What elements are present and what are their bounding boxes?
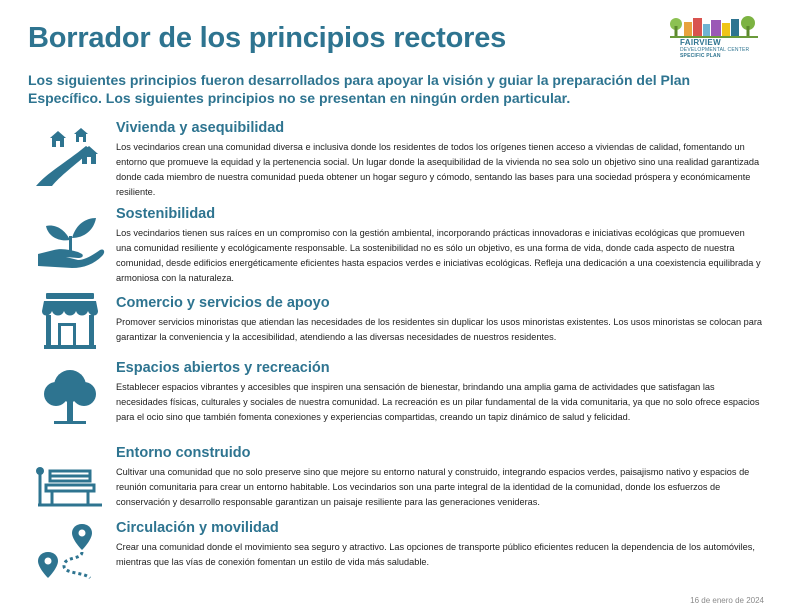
logo-plan: SPECIFIC PLAN [680, 53, 721, 59]
logo-name: FAIRVIEW [680, 38, 721, 47]
section-title: Vivienda y asequibilidad [116, 120, 285, 136]
section-text: Promover servicios minoristas que atiendan las necesidades de los residentes sin duplicar los usos minoristas existentes. Los usos minoristas se colocan para garantizar la conveniencia y la accesibilidad, atendiendo a las diversas necesidades de nuestros residentes. [116, 317, 762, 342]
route-pins-icon [34, 522, 106, 582]
section-text: Crear una comunidad donde el movimiento sea seguro y atractivo. Las opciones de transporte público eficientes reducen la dependencia de los automóviles, mientras que las vías de conexión fomentan un estilo de vida más saludable. [116, 542, 755, 567]
section-title: Sostenibilidad [116, 206, 216, 222]
fairview-logo [668, 14, 760, 66]
section-text: Cultivar una comunidad que no solo preserve sino que mejore su entorno natural y construido, integrando espacios verdes, paisajismo nativo y espacios de reunión comunitaria para crear un entorno habitable. Los vecindarios son una parte integral de la identidad de la comunidad, donde los esfuerzos de conservación y desarrollo responsable garantizan un paisaje resiliente para las generaciones venideras. [116, 467, 750, 507]
section-text: Los vecindarios crean una comunidad diversa e inclusiva donde los residentes de todos los orígenes tienen acceso a viviendas de calidad, fomentando un entorno que promueve la equidad y la pertenencia social. Un lugar donde la asequibilidad de la vivienda no sea solo un objetivo sino una realidad garantizada donde cada miembro de nuestra comunidad pueda obtener un hogar seguro y cómodo, sentando las bases para una sociedad próspera y económicamente resiliente. [116, 142, 760, 197]
section-text: Establecer espacios vibrantes y accesibles que inspiren una sensación de bienestar, brindando una amplia gama de actividades que satisfagan las necesidades físicas, culturales y sociales de nuestra comunidad. La recreación es un pilar fundamental de la vida comunitaria, ya que no solo ofrece espacios para el ocio sino que también fomenta conexiones y experiencias compartidas, creando un tapiz dinámico de salud y felicidad. [116, 382, 760, 422]
section-title: Circulación y movilidad [116, 520, 279, 536]
logo-skyline-icon [668, 14, 760, 40]
bench-icon [34, 451, 106, 511]
houses-road-icon [34, 128, 106, 188]
page-title: Borrador de los principios rectores [28, 22, 507, 54]
section-text: Los vecindarios tienen sus raíces en un compromiso con la gestión ambiental, incorporando prácticas innovadoras e iniciativas ecológicas que promueven una comunidad resiliente y ecológicamente responsable. La sostenibilidad no es sólo un objetivo, es una forma de vida, donde cada aspecto de nuestra comunidad, desde edificios energéticamente eficientes hasta espacios verdes e iniciativas ecológicas. Refleja una dedicación a una coexistencia equilibrada y armoniosa con la naturaleza. [116, 228, 761, 283]
storefront-icon [34, 291, 106, 351]
intro-text: Los siguientes principios fueron desarrollados para apoyar la visión y guiar la preparación del Plan Específico. Los siguientes principios no se presentan en ningún orden particular. [28, 72, 691, 106]
tree-icon [34, 366, 106, 426]
section-title: Comercio y servicios de apoyo [116, 295, 330, 311]
hand-plant-icon [34, 210, 106, 270]
section-title: Espacios abiertos y recreación [116, 360, 330, 376]
section-title: Entorno construido [116, 445, 251, 461]
logo-subtitle: DEVELOPMENTAL CENTER [680, 47, 750, 53]
document-date: 16 de enero de 2024 [690, 596, 764, 605]
